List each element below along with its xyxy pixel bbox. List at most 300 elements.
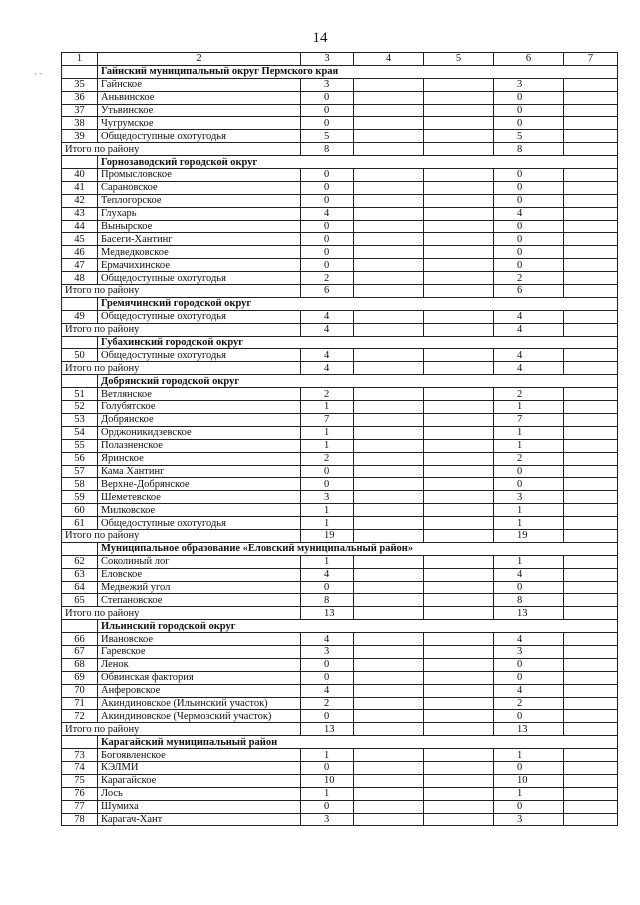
row-name: Ленок [98,658,301,671]
col6-value: 1 [494,439,564,452]
section-title: Гайнский муниципальный округ Пермского края [98,65,618,78]
empty-cell [354,220,424,233]
empty-cell [354,117,424,130]
col6-value: 0 [494,194,564,207]
empty-cell [564,452,618,465]
empty-cell [354,181,424,194]
empty-cell [354,91,424,104]
empty-cell [564,246,618,259]
col3-value: 3 [301,645,354,658]
table-row [62,207,618,220]
empty-cell [424,800,494,813]
row-name: Шеметевское [98,491,301,504]
empty-cell [62,156,98,169]
empty-cell [424,633,494,646]
row-name: Орджоникидзевское [98,426,301,439]
header-cell: 1 [62,53,98,66]
table-row [62,787,618,800]
empty-cell [354,104,424,117]
row-number: 73 [62,749,98,762]
row-number: 37 [62,104,98,117]
section-title: Горнозаводский городской округ [98,156,618,169]
empty-cell [564,259,618,272]
total-col3-value: 19 [301,529,354,542]
empty-cell [354,413,424,426]
empty-cell [354,452,424,465]
row-name: Теплогорское [98,194,301,207]
empty-cell [424,388,494,401]
empty-cell [424,349,494,362]
table-row [62,749,618,762]
col6-value: 2 [494,452,564,465]
row-name: Обвинская фактория [98,671,301,684]
empty-cell [424,452,494,465]
col6-value: 2 [494,272,564,285]
empty-cell [354,813,424,826]
row-name: Вынырское [98,220,301,233]
empty-cell [424,684,494,697]
empty-cell [424,310,494,323]
empty-cell [564,439,618,452]
col3-value: 0 [301,246,354,259]
table-row [62,169,618,182]
table-row [62,478,618,491]
empty-cell [424,78,494,91]
col6-value: 7 [494,413,564,426]
empty-cell [564,645,618,658]
section-header-row [62,620,618,633]
empty-cell [564,426,618,439]
empty-cell [424,607,494,620]
empty-cell [564,362,618,375]
row-number: 40 [62,169,98,182]
total-col6-value: 19 [494,529,564,542]
empty-cell [424,426,494,439]
empty-cell [564,181,618,194]
row-name: КЭЛМИ [98,761,301,774]
empty-cell [564,517,618,530]
empty-cell [564,413,618,426]
col6-value: 4 [494,310,564,323]
empty-cell [564,285,618,298]
empty-cell [564,349,618,362]
empty-cell [424,91,494,104]
empty-cell [354,633,424,646]
empty-cell [564,207,618,220]
col3-value: 5 [301,130,354,143]
empty-cell [424,207,494,220]
header-cell: 6 [494,53,564,66]
empty-cell [564,310,618,323]
empty-cell [564,143,618,156]
empty-cell [354,78,424,91]
table-row [62,413,618,426]
col6-value: 0 [494,658,564,671]
table-row [62,117,618,130]
empty-cell [354,194,424,207]
empty-cell [564,581,618,594]
row-number: 63 [62,568,98,581]
table-row [62,800,618,813]
row-number: 70 [62,684,98,697]
row-number: 48 [62,272,98,285]
empty-cell [354,465,424,478]
header-cell: 5 [424,53,494,66]
col3-value: 2 [301,272,354,285]
empty-cell [424,581,494,594]
empty-cell [354,761,424,774]
empty-cell [424,413,494,426]
empty-cell [62,65,98,78]
row-number: 76 [62,787,98,800]
empty-cell [62,297,98,310]
table-row [62,246,618,259]
total-row [62,529,618,542]
empty-cell [424,194,494,207]
total-col3-value: 4 [301,323,354,336]
row-number: 57 [62,465,98,478]
total-label: Итого по району [62,362,301,375]
table-row [62,452,618,465]
table-row [62,259,618,272]
table-row [62,310,618,323]
table-row [62,272,618,285]
empty-cell [564,491,618,504]
empty-cell [564,787,618,800]
total-col6-value: 6 [494,285,564,298]
header-cell: 7 [564,53,618,66]
empty-cell [564,671,618,684]
empty-cell [564,388,618,401]
empty-cell [424,362,494,375]
empty-cell [424,504,494,517]
total-col6-value: 4 [494,323,564,336]
col3-value: 0 [301,169,354,182]
empty-cell [424,491,494,504]
empty-cell [564,568,618,581]
row-number: 35 [62,78,98,91]
row-number: 46 [62,246,98,259]
total-col3-value: 4 [301,362,354,375]
row-number: 50 [62,349,98,362]
row-number: 59 [62,491,98,504]
section-header-row [62,336,618,349]
empty-cell [564,78,618,91]
col3-value: 4 [301,207,354,220]
col3-value: 1 [301,401,354,414]
col3-value: 0 [301,194,354,207]
table-row [62,555,618,568]
col3-value: 8 [301,594,354,607]
empty-cell [564,710,618,723]
col6-value: 0 [494,671,564,684]
col6-value: 3 [494,645,564,658]
empty-cell [354,594,424,607]
empty-cell [354,684,424,697]
empty-cell [62,375,98,388]
total-label: Итого по району [62,285,301,298]
table-row [62,671,618,684]
row-name: Яринское [98,452,301,465]
empty-cell [354,207,424,220]
table-row [62,426,618,439]
col3-value: 1 [301,504,354,517]
col3-value: 1 [301,787,354,800]
section-title: Гремячинский городской округ [98,297,618,310]
empty-cell [564,504,618,517]
table-row [62,581,618,594]
header-cell: 3 [301,53,354,66]
empty-cell [424,259,494,272]
row-number: 53 [62,413,98,426]
total-row [62,723,618,736]
row-number: 42 [62,194,98,207]
row-name: Верхне-Добрянское [98,478,301,491]
col3-value: 7 [301,413,354,426]
empty-cell [424,749,494,762]
table-row [62,710,618,723]
empty-cell [354,723,424,736]
empty-cell [564,272,618,285]
row-number: 36 [62,91,98,104]
row-name: Общедоступные охотугодья [98,310,301,323]
empty-cell [424,529,494,542]
row-name: Сарановское [98,181,301,194]
row-name: Соколиный лог [98,555,301,568]
row-number: 54 [62,426,98,439]
empty-cell [564,723,618,736]
empty-cell [354,323,424,336]
empty-cell [424,169,494,182]
col3-value: 0 [301,581,354,594]
col3-value: 0 [301,91,354,104]
row-name: Акиндиновское (Чермозский участок) [98,710,301,723]
total-col6-value: 13 [494,723,564,736]
col3-value: 0 [301,800,354,813]
table-header-row [62,53,618,66]
col3-value: 0 [301,465,354,478]
row-number: 58 [62,478,98,491]
col3-value: 2 [301,452,354,465]
col6-value: 1 [494,504,564,517]
empty-cell [354,349,424,362]
empty-cell [424,710,494,723]
row-name: Промысловское [98,169,301,182]
empty-cell [424,517,494,530]
row-number: 65 [62,594,98,607]
empty-cell [424,774,494,787]
empty-cell [62,542,98,555]
row-name: Еловское [98,568,301,581]
row-name: Лось [98,787,301,800]
row-name: Гайнское [98,78,301,91]
table-row [62,684,618,697]
empty-cell [354,774,424,787]
col6-value: 5 [494,130,564,143]
col6-value: 1 [494,401,564,414]
empty-cell [564,220,618,233]
empty-cell [62,736,98,749]
row-number: 66 [62,633,98,646]
col6-value: 0 [494,800,564,813]
col6-value: 2 [494,388,564,401]
row-number: 67 [62,645,98,658]
table-row [62,504,618,517]
total-col3-value: 13 [301,723,354,736]
col3-value: 3 [301,813,354,826]
empty-cell [424,465,494,478]
empty-cell [354,362,424,375]
row-number: 52 [62,401,98,414]
table-row [62,697,618,710]
empty-cell [564,658,618,671]
row-number: 77 [62,800,98,813]
table-row [62,220,618,233]
empty-cell [424,246,494,259]
col3-value: 10 [301,774,354,787]
total-label: Итого по району [62,529,301,542]
empty-cell [564,478,618,491]
empty-cell [564,555,618,568]
empty-cell [564,749,618,762]
col6-value: 0 [494,104,564,117]
col3-value: 0 [301,117,354,130]
col6-value: 0 [494,710,564,723]
empty-cell [564,233,618,246]
table-row [62,517,618,530]
table-row [62,568,618,581]
empty-cell [354,568,424,581]
col6-value: 0 [494,761,564,774]
col6-value: 0 [494,478,564,491]
empty-cell [564,607,618,620]
empty-cell [354,401,424,414]
row-number: 43 [62,207,98,220]
empty-cell [564,117,618,130]
row-name: Общедоступные охотугодья [98,349,301,362]
col3-value: 1 [301,426,354,439]
col3-value: 0 [301,671,354,684]
header-cell: 2 [98,53,301,66]
empty-cell [564,813,618,826]
row-number: 51 [62,388,98,401]
empty-cell [354,607,424,620]
empty-cell [564,774,618,787]
table-row [62,774,618,787]
col6-value: 3 [494,78,564,91]
row-name: Общедоступные охотугодья [98,517,301,530]
col6-value: 0 [494,91,564,104]
empty-cell [424,220,494,233]
empty-cell [424,697,494,710]
empty-cell [354,285,424,298]
table-row [62,491,618,504]
row-name: Общедоступные охотугодья [98,272,301,285]
row-name: Ермачихинское [98,259,301,272]
row-number: 44 [62,220,98,233]
table-row [62,349,618,362]
row-number: 45 [62,233,98,246]
row-number: 60 [62,504,98,517]
col3-value: 1 [301,517,354,530]
empty-cell [564,594,618,607]
empty-cell [354,426,424,439]
table-row [62,633,618,646]
empty-cell [564,323,618,336]
col3-value: 1 [301,555,354,568]
row-name: Карагайское [98,774,301,787]
row-name: Басеги-Хантинг [98,233,301,246]
empty-cell [424,117,494,130]
empty-cell [424,478,494,491]
col3-value: 2 [301,388,354,401]
col3-value: 2 [301,697,354,710]
col6-value: 0 [494,465,564,478]
hunting-grounds-table [61,52,618,826]
table-row [62,233,618,246]
row-number: 71 [62,697,98,710]
table-row [62,130,618,143]
col6-value: 1 [494,555,564,568]
row-name: Шумиха [98,800,301,813]
table-row [62,401,618,414]
col3-value: 4 [301,310,354,323]
table-row [62,104,618,117]
section-title: Губахинский городской округ [98,336,618,349]
empty-cell [424,272,494,285]
table-body [62,53,618,826]
col3-value: 0 [301,478,354,491]
total-label: Итого по району [62,323,301,336]
col6-value: 0 [494,169,564,182]
row-number: 75 [62,774,98,787]
row-number: 68 [62,658,98,671]
empty-cell [564,104,618,117]
row-name: Утьвинское [98,104,301,117]
empty-cell [62,620,98,633]
total-row [62,143,618,156]
total-col3-value: 13 [301,607,354,620]
col6-value: 0 [494,233,564,246]
total-row [62,362,618,375]
row-name: Кама Хантинг [98,465,301,478]
table-row [62,181,618,194]
row-name: Медвежий угол [98,581,301,594]
section-header-row [62,297,618,310]
row-number: 55 [62,439,98,452]
row-number: 38 [62,117,98,130]
table-row [62,439,618,452]
row-number: 61 [62,517,98,530]
row-number: 56 [62,452,98,465]
row-name: Добрянское [98,413,301,426]
row-number: 64 [62,581,98,594]
empty-cell [564,633,618,646]
total-col3-value: 6 [301,285,354,298]
empty-cell [424,104,494,117]
empty-cell [564,194,618,207]
empty-cell [424,813,494,826]
col3-value: 0 [301,259,354,272]
col6-value: 4 [494,207,564,220]
section-title: Карагайский муниципальный район [98,736,618,749]
empty-cell [424,439,494,452]
col3-value: 4 [301,684,354,697]
table-row [62,91,618,104]
col3-value: 3 [301,491,354,504]
section-header-row [62,65,618,78]
row-number: 47 [62,259,98,272]
